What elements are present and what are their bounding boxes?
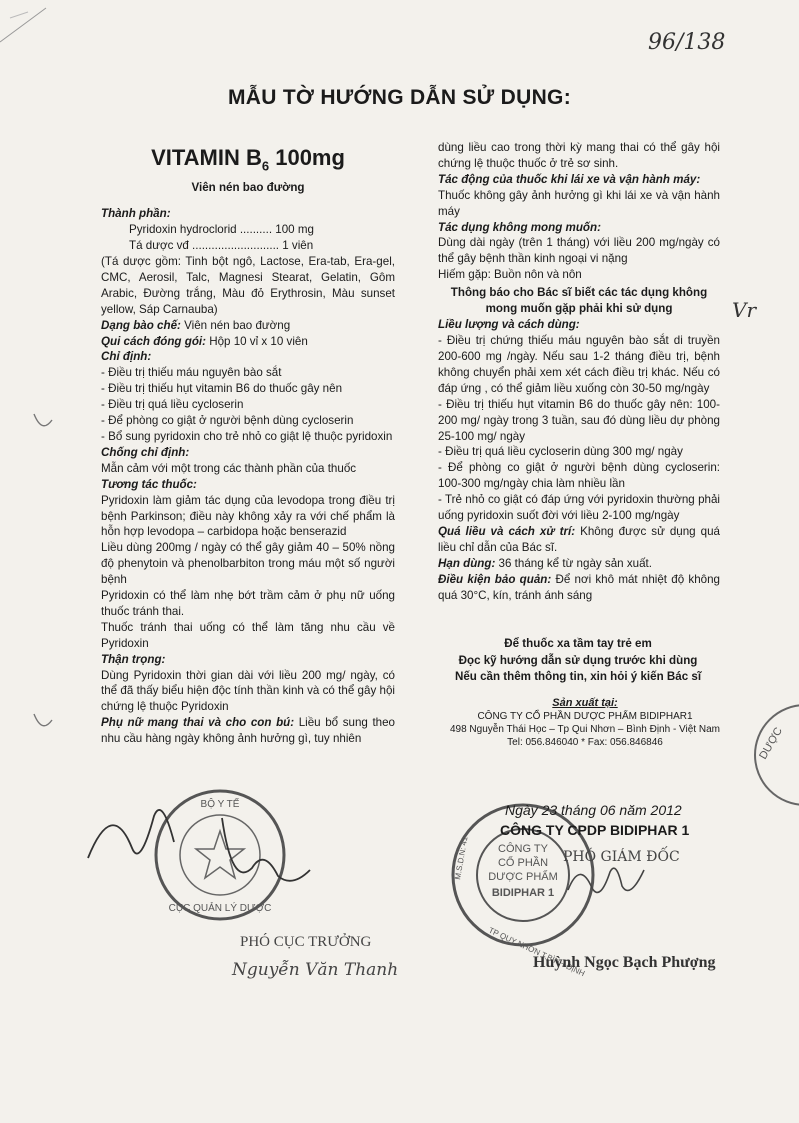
stamp-text: DƯỢC PHẨM <box>488 871 558 883</box>
signature-company: CÔNG TY CPDP BIDIPHAR 1 <box>500 822 690 838</box>
notify-doctor-line: mong muốn gặp phải khi sử dụng <box>485 302 673 316</box>
handwritten-signature-right <box>560 850 650 910</box>
warning-line: Nếu cần thêm thông tin, xin hỏi ý kiến Bác sĩ <box>454 670 702 683</box>
right-column <box>438 140 720 603</box>
stamp-text: BIDIPHAR 1 <box>491 887 555 899</box>
manufacturer-name: CÔNG TY CỔ PHẦN DƯỢC PHẨM BIDIPHAR1 <box>477 711 693 722</box>
interaction-paragraph: Thuốc tránh thai uống có thể làm tăng nhu cầu về Pyridoxin <box>101 620 395 650</box>
storage-row: Điều kiện bảo quản: Để nơi khô mát nhiệt độ không quá 30°C, kín, tránh ánh sáng <box>438 572 720 602</box>
precautions-text: Dùng Pyridoxin thời gian dài với liều 200 mg/ ngày, có thể đã thấy biểu hiện độc tính thần kinh và có thể gây hội chứng lệ thuộc Pyridoxin <box>101 668 395 714</box>
manufacturer-phone: Tel: 056.846040 * Fax: 056.846846 <box>507 737 663 748</box>
stamp-text: CỤC QUẢN LÝ DƯỢC <box>168 903 272 914</box>
pregnancy-continued: dùng liều cao trong thời kỳ mang thai có thể gây hội chứng lệ thuộc thuốc ở trẻ sơ sinh. <box>438 141 720 170</box>
product-name: VITAMIN $B_6$ 100mg <box>151 145 345 174</box>
warning-line: Đọc kỹ hướng dẫn sử dụng trước khi dùng <box>458 653 698 667</box>
signer-name-left: Nguyễn Văn Thanh <box>232 960 399 980</box>
driving-heading: Tác động của thuốc khi lái xe và vận hành máy: <box>438 172 701 186</box>
indication-item: - Bổ sung pyridoxin cho trẻ nhỏ co giật lệ thuộc pyridoxin <box>101 429 393 443</box>
left-column <box>101 142 395 747</box>
handwritten-document-number: 96/138 <box>648 30 726 55</box>
dosage-item: - Để phòng co giật ở người bệnh dùng cycloserin: 100-300 mg/ngày chia làm nhiều lần <box>438 461 720 491</box>
side-effects-text: Dùng dài ngày (trên 1 tháng) với liều 200 mg/ngày có thể gây bệnh thần kinh ngoại vi nặng <box>438 236 720 266</box>
handwritten-signature-left <box>82 788 322 898</box>
precautions-heading: Thận trọng: <box>101 652 166 666</box>
interaction-paragraph: Pyridoxin làm giảm tác dụng của levodopa trong điều trị bệnh Parkinson; điều này không xảy ra với chế phẩm là hỗn hợp levodopa – carbidopa hoặc benserazid <box>101 493 395 539</box>
composition-heading: Thành phần: <box>101 207 171 221</box>
dosage-item: - Điều trị chứng thiếu máu nguyên bào sắt di truyền 200-600 mg /ngày. Nếu sau 1-2 tháng điều trị, bệnh không chuyển phải xem xét cách điều trị khác. Nếu có đáp ứng , có thể giảm liều xuống còn 30-50 mg/ngày <box>438 334 720 395</box>
stamp-text: TP QUY NHƠN T.BÌNH ĐỊNH <box>487 925 587 979</box>
dosage-form-row: Dạng bào chế: Viên nén bao đường <box>101 318 291 332</box>
driving-text: Thuốc không gây ảnh hưởng gì khi lái xe và vận hành máy <box>438 188 720 218</box>
indication-item: - Điều trị thiếu hụt vitamin B6 do thuốc gây nên <box>101 382 343 396</box>
punch-hole-top <box>30 410 54 440</box>
composition-line: Tá dược vđ ........................... 1 viên <box>129 239 314 253</box>
signature-date: Ngày 23 tháng 06 năm 2012 <box>505 802 682 818</box>
excipients-text: (Tá dược gồm: Tinh bột ngô, Lactose, Era-tab, Era-gel, CMC, Aerosil, Talc, Magnesi Stearat, Gelatin, Gôm Arabic, Đường trắng, Màu đỏ Erythrosin, Màu sunset yellow, Sáp Carnauba) <box>101 255 395 316</box>
stamp-text: CỔ PHẦN <box>497 857 549 869</box>
signer-name-right: Huỳnh Ngọc Bạch Phượng <box>533 954 716 971</box>
edge-stamp-fragment <box>735 700 799 810</box>
indication-item: - Điều trị quá liều cycloserin <box>101 398 244 412</box>
interaction-paragraph: Pyridoxin có thể làm nhẹ bớt trầm cảm ở phụ nữ uống thuốc tránh thai. <box>101 589 395 618</box>
manufacturer-block <box>440 697 730 749</box>
interaction-paragraph: Liều dùng 200mg / ngày có thể gây giảm 40 – 50% nồng độ phenytoin và phenolbarbiton trong máu một số người bệnh <box>101 541 395 587</box>
dosage-item: - Điều trị quá liều cycloserin dùng 300 mg/ ngày <box>438 445 683 459</box>
manufacturer-address: 498 Nguyễn Thái Học – Tp Qui Nhơn – Bình Định - Việt Nam <box>449 724 721 735</box>
product-form: Viên nén bao đường <box>191 181 305 195</box>
indications-heading: Chỉ định: <box>101 350 152 364</box>
dosage-item: - Điều trị thiếu hụt vitamin B6 do thuốc gây nên: 100-200 mg/ ngày trong 3 tuần, sau đó dùng liều dự phòng 25-100 mg/ ngày <box>438 397 720 443</box>
edge-stamp-text: DƯỢC <box>757 725 785 762</box>
dosage-heading: Liều lượng và cách dùng: <box>438 318 580 332</box>
warnings-block <box>428 636 728 686</box>
corner-crease <box>0 0 60 50</box>
manufacturer-label: Sản xuất tại: <box>552 697 618 709</box>
composition-line: Pyridoxin hydroclorid .......... 100 mg <box>129 223 314 237</box>
interactions-heading: Tương tác thuốc: <box>101 477 197 491</box>
contraindications-heading: Chống chỉ định: <box>101 445 190 459</box>
overdose-row: Quá liều và cách xử trí: Không được sử dụng quá liều chỉ dẫn của Bác sĩ. <box>438 524 720 554</box>
indication-item: - Điều trị thiếu máu nguyên bào sắt <box>101 366 282 380</box>
signature-position-left: PHÓ CỤC TRƯỞNG <box>240 934 372 950</box>
approval-handwritten-mark: Vr <box>732 298 757 322</box>
pregnancy-row: Phụ nữ mang thai và cho con bú: Liều bổ sung theo nhu cầu hàng ngày không ảnh hưởng gì, tuy nhiên <box>101 716 396 746</box>
stamp-text: BỘ Y TẾ <box>200 799 240 810</box>
stamp-text: CÔNG TY <box>498 843 548 855</box>
contraindications-text: Mẫn cảm với một trong các thành phần của thuốc <box>101 461 357 475</box>
side-effects-heading: Tác dụng không mong muốn: <box>438 220 601 234</box>
stamp-text: M.S.D.N: 41 <box>453 835 470 881</box>
indication-item: - Để phòng co giật ở người bệnh dùng cycloserin <box>101 414 354 428</box>
notify-doctor-line: Thông báo cho Bác sĩ biết các tác dụng không <box>450 286 708 300</box>
signature-position-right: PHÓ GIÁM ĐỐC <box>563 849 680 865</box>
packing-row: Qui cách đóng gói: Hộp 10 vỉ x 10 viên <box>101 334 308 348</box>
side-effects-rare: Hiếm gặp: Buồn nôn và nôn <box>438 268 582 282</box>
warning-line: Để thuốc xa tầm tay trẻ em <box>504 637 652 650</box>
document-title: MẪU TỜ HƯỚNG DẪN SỬ DỤNG: <box>228 86 571 109</box>
dosage-item: - Trẻ nhỏ co giật có đáp ứng với pyridoxin thường phải uống pyridoxin suốt đời với liều 2-100 mg/ngày <box>438 493 720 523</box>
punch-hole-bottom <box>30 710 54 740</box>
expiry-row: Hạn dùng: 36 tháng kể từ ngày sản xuất. <box>438 556 652 570</box>
